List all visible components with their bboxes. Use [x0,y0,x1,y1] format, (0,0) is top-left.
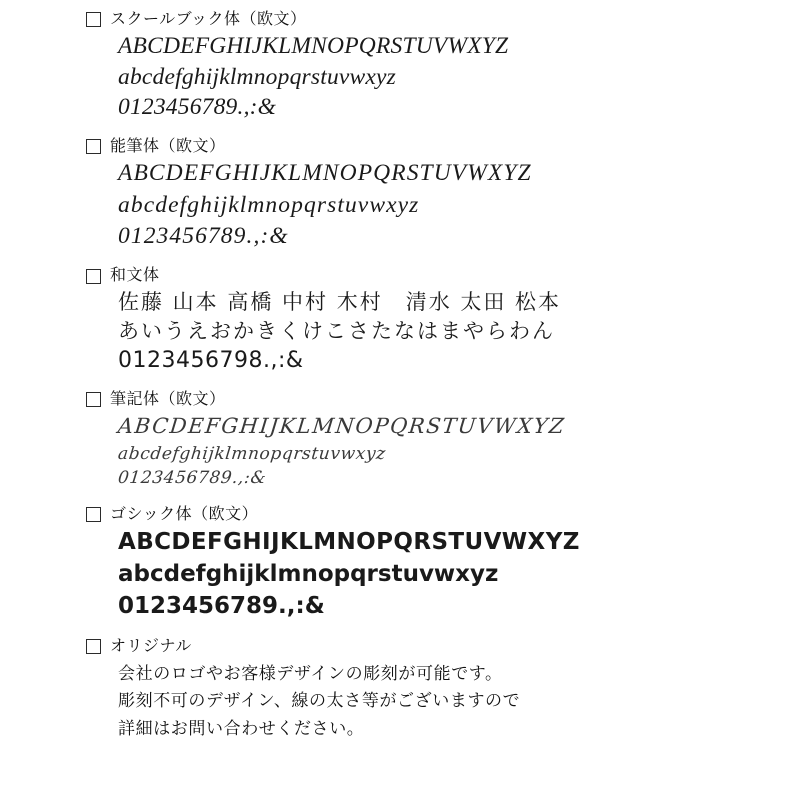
sample-line-numerals: 0123456789.,:& [118,222,289,249]
sample-line-lowercase: abcdefghijklmnopqrstuvwxyz [118,561,499,588]
section-header-nouhitsu[interactable] [86,137,760,156]
font-section-original [110,637,760,744]
sample-line-numerals: 0123456789.,:& [118,94,277,121]
checkbox-script[interactable] [86,392,101,407]
sample-line-uppercase: ABCDEFGHIJKLMNOPQRSTUVWXYZ [118,529,580,556]
sample-line-surnames: 佐藤 山本 高橋 中村 木村 清水 太田 松本 [118,289,562,314]
font-section-script [110,390,760,491]
section-header-wabun[interactable] [86,266,760,285]
sample-line-numerals: 0123456798.,:& [118,347,304,373]
sample-line-uppercase: ABCDEFGHIJKLMNOPQRSTUVWXYZ [118,33,509,60]
font-section-nouhitsu [110,137,760,253]
sample-line-numerals: 0123456789.,:& [116,468,268,489]
font-section-wabun [110,266,760,375]
sample-line-lowercase: abcdefghijklmnopqrstuvwxyz [118,63,397,90]
section-title-original: オリジナル [110,637,192,655]
section-header-script[interactable] [86,390,760,409]
sample-line-lowercase: abcdefghijklmnopqrstuvwxyz [118,191,420,218]
sample-line-uppercase: ABCDEFGHIJKLMNOPQRSTUVWXYZ [118,160,532,187]
original-description-line-1: 会社のロゴやお客様デザインの彫刻が可能です。 [118,663,503,684]
sample-line-kana: あいうえおかきくけこさたなはまやらわん [118,318,555,343]
section-header-gothic[interactable] [86,505,760,524]
section-title-gothic: ゴシック体（欧文） [110,505,259,523]
section-header-original[interactable] [86,637,760,656]
section-title-nouhitsu: 能筆体（欧文） [110,137,226,155]
section-title-script: 筆記体（欧文） [110,390,226,408]
checkbox-gothic[interactable] [86,507,101,522]
section-title-schoolbook: スクールブック体（欧文） [110,11,307,28]
sample-line-lowercase: abcdefghijklmnopqrstuvwxyz [116,443,387,464]
checkbox-schoolbook[interactable] [86,12,101,27]
checkbox-original[interactable] [86,639,101,654]
original-description-line-3: 詳細はお問い合わせください。 [118,718,365,739]
font-section-gothic [110,505,760,623]
original-description-line-2: 彫刻不可のデザイン、線の太さ等がございますので [118,691,521,712]
section-header-schoolbook[interactable] [86,10,760,29]
sample-line-numerals: 0123456789.,:& [118,593,325,620]
section-title-wabun: 和文体 [110,267,160,285]
sample-line-uppercase: ABCDEFGHIJKLMNOPQRSTUVWXYZ [116,414,567,439]
checkbox-wabun[interactable] [86,269,101,284]
checkbox-nouhitsu[interactable] [86,139,101,154]
font-section-schoolbook [110,10,760,123]
